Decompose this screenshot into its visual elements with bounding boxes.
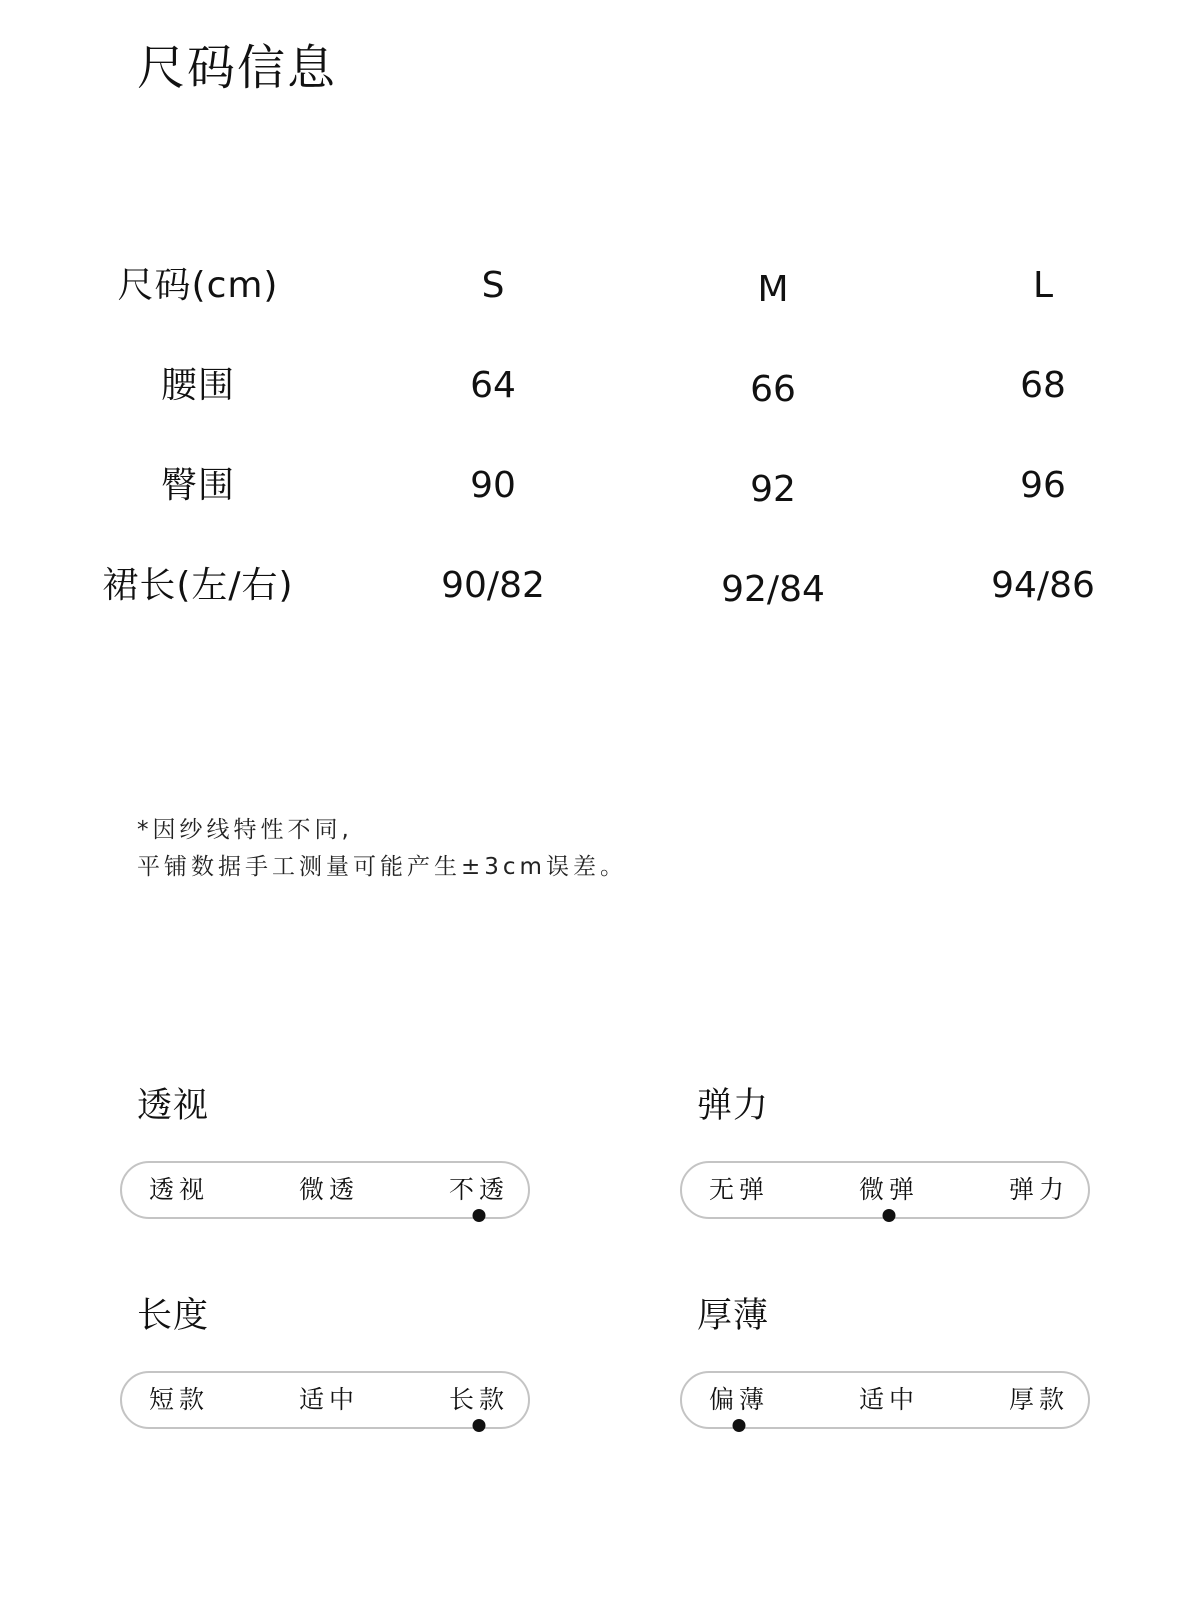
page-title: 尺码信息 [137, 40, 338, 96]
size-header-m: M [757, 269, 789, 310]
scale-option: 长款 [448, 1385, 510, 1414]
attribute-length-title: 长度 [137, 1296, 210, 1336]
selected-indicator-dot [733, 1419, 746, 1432]
scale-option: 厚款 [1008, 1385, 1070, 1414]
attribute-transparency-title: 透视 [137, 1086, 210, 1126]
scale-option: 适中 [858, 1385, 920, 1414]
row-label-skirt-length: 裙长(左/右) [102, 565, 294, 606]
size-header-label: 尺码(cm) [117, 265, 279, 306]
scale-option: 弹力 [1008, 1175, 1070, 1204]
size-table-row-hip [80, 465, 1120, 568]
note-line-2: 平铺数据手工测量可能产生±3cm误差。 [137, 854, 627, 880]
scale-option: 短款 [148, 1385, 210, 1414]
hip-s-value: 90 [470, 465, 516, 506]
size-table-header-row [80, 265, 1120, 368]
size-table-row-waist [80, 365, 1120, 468]
scale-option: 不透 [448, 1175, 510, 1204]
skirt-length-s-value: 90/82 [441, 565, 545, 606]
size-table [80, 265, 1120, 668]
size-header-l: L [1032, 265, 1054, 306]
note-line-1: *因纱线特性不同, [137, 817, 353, 843]
transparency-scale [120, 1161, 530, 1219]
size-table-row-skirt-length [80, 565, 1120, 668]
length-scale [120, 1371, 530, 1429]
waist-l-value: 68 [1020, 365, 1066, 406]
row-label-hip: 臀围 [160, 465, 236, 506]
size-header-s: S [481, 265, 505, 306]
hip-m-value: 92 [750, 469, 796, 510]
scale-option: 偏薄 [708, 1385, 770, 1414]
scale-option: 微弹 [858, 1175, 920, 1204]
measurement-note [137, 812, 627, 886]
attribute-elasticity-title: 弹力 [697, 1086, 770, 1126]
selected-indicator-dot [473, 1209, 486, 1222]
waist-m-value: 66 [750, 369, 796, 410]
scale-option: 适中 [298, 1385, 360, 1414]
selected-indicator-dot [883, 1209, 896, 1222]
scale-option: 微透 [298, 1175, 360, 1204]
selected-indicator-dot [473, 1419, 486, 1432]
waist-s-value: 64 [470, 365, 516, 406]
skirt-length-l-value: 94/86 [991, 565, 1095, 606]
scale-option: 透视 [148, 1175, 210, 1204]
elasticity-scale [680, 1161, 1090, 1219]
scale-option: 无弹 [708, 1175, 770, 1204]
attribute-thickness-title: 厚薄 [697, 1296, 770, 1336]
hip-l-value: 96 [1020, 465, 1066, 506]
thickness-scale [680, 1371, 1090, 1429]
skirt-length-m-value: 92/84 [721, 569, 825, 610]
row-label-waist: 腰围 [160, 365, 236, 406]
